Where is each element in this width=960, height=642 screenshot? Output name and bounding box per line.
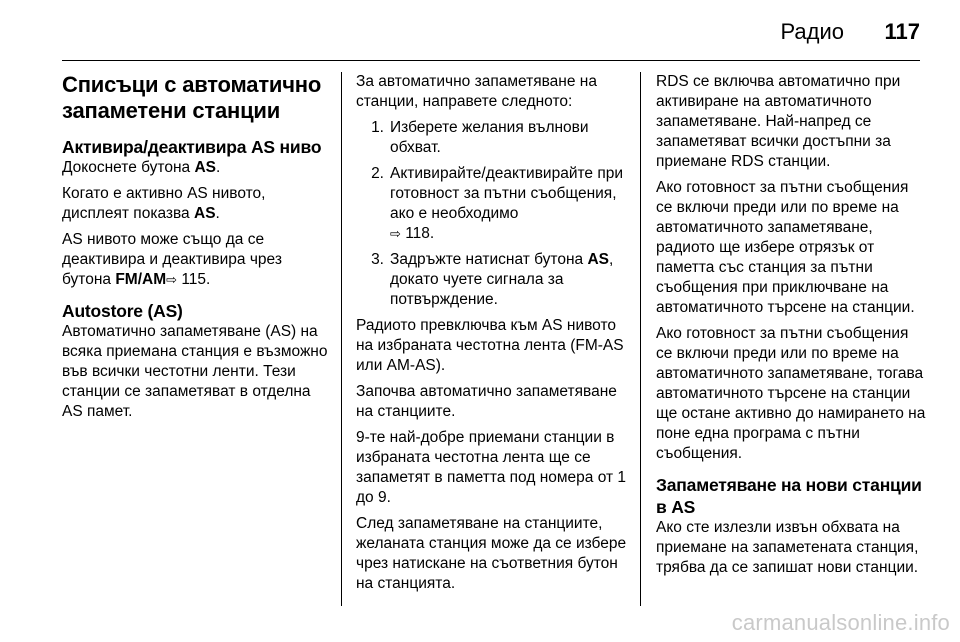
column-divider-1 [341, 72, 342, 606]
list-item: 3. Задръжте натиснат бутона AS, докато чуете сигнала за потвърждение. [371, 251, 614, 308]
page-reference-icon: ⇨ [390, 226, 401, 241]
paragraph: 9-те най-добре приемани станции в избраната честотна лента ще се запаметят в паметта под номера от 1 до 9. [356, 429, 627, 506]
button-label-fm-am: FM/AM [115, 271, 167, 288]
subheading-autostore: Autostore (AS) [62, 301, 183, 321]
paragraph: AS нивото може също да се деактивира и деактивира чрез бутона FM/AM⇨ 115. [62, 231, 282, 288]
section-heading: Списъци с автоматично запаметени станции [62, 72, 322, 123]
page-reference-icon: ⇨ [166, 272, 178, 287]
paragraph: Радиото превключва към AS нивото на избраната честотна лента (FM-AS или AM-AS). [356, 317, 624, 374]
paragraph: За автоматично запаметяване на станции, направете следното: [356, 73, 597, 110]
paragraph: Започва автоматично запаметяване на станциите. [356, 383, 617, 420]
paragraph: Ако сте излезли извън обхвата на приемане на запаметената станция, трябва да се запишат нови станции. [656, 519, 919, 576]
watermark: carmanualsonline.info [731, 610, 950, 635]
list-item: 1. Изберете желания вълнови обхват. [371, 119, 589, 156]
paragraph: Докоснете бутона AS. [62, 159, 221, 176]
button-label-as: AS [587, 251, 610, 268]
paragraph: RDS се включва автоматично при активиране на автоматичното запаметяване. Най-напред се запаметяват всички достъпни за приемане RDS станции. [656, 73, 901, 170]
column-3 [656, 72, 928, 584]
paragraph: Ако готовност за пътни съобщения се включи преди или по време на автоматичното запаметяване, радиото ще избере отрязък от паметта със станция за пътни съобщения при приключване на автоматичното търсене на станции. [656, 179, 915, 316]
column-2 [356, 72, 628, 600]
button-label-as: AS [194, 205, 216, 222]
paragraph: Когато е активно AS нивото, дисплеят показва AS. [62, 185, 266, 222]
page-header [62, 18, 920, 56]
header-rule [62, 60, 920, 61]
paragraph: Автоматично запаметяване (AS) на всяка приемана станция е възможно във всички честотни ленти. Тези станции се запаметяват в отделна AS памет. [62, 323, 328, 420]
paragraph: След запаметяване на станциите, желаната станция може да се избере чрез натискане на съответния бутон на станцията. [356, 515, 627, 592]
subheading-new-stations: Запаметяване на нови станции в AS [656, 475, 922, 517]
steps-list [356, 118, 628, 310]
subheading-as-level: Активира/деактивира AS ниво [62, 137, 322, 157]
header-title: Радио [780, 19, 844, 44]
button-label-as: AS [194, 159, 217, 176]
page-number: 117 [884, 19, 920, 44]
paragraph: Ако готовност за пътни съобщения се включи преди или по време на автоматичното запаметяване, тогава автоматичното търсене на станции ще остане активно до намирането на поне една програма с пътни съобщения. [656, 325, 926, 462]
column-divider-2 [640, 72, 641, 606]
list-item: 2. Активирайте/деактивирайте при готовност за пътни съобщения, ако е необходимо ⇨ 118. [371, 165, 624, 242]
column-1 [62, 72, 330, 428]
